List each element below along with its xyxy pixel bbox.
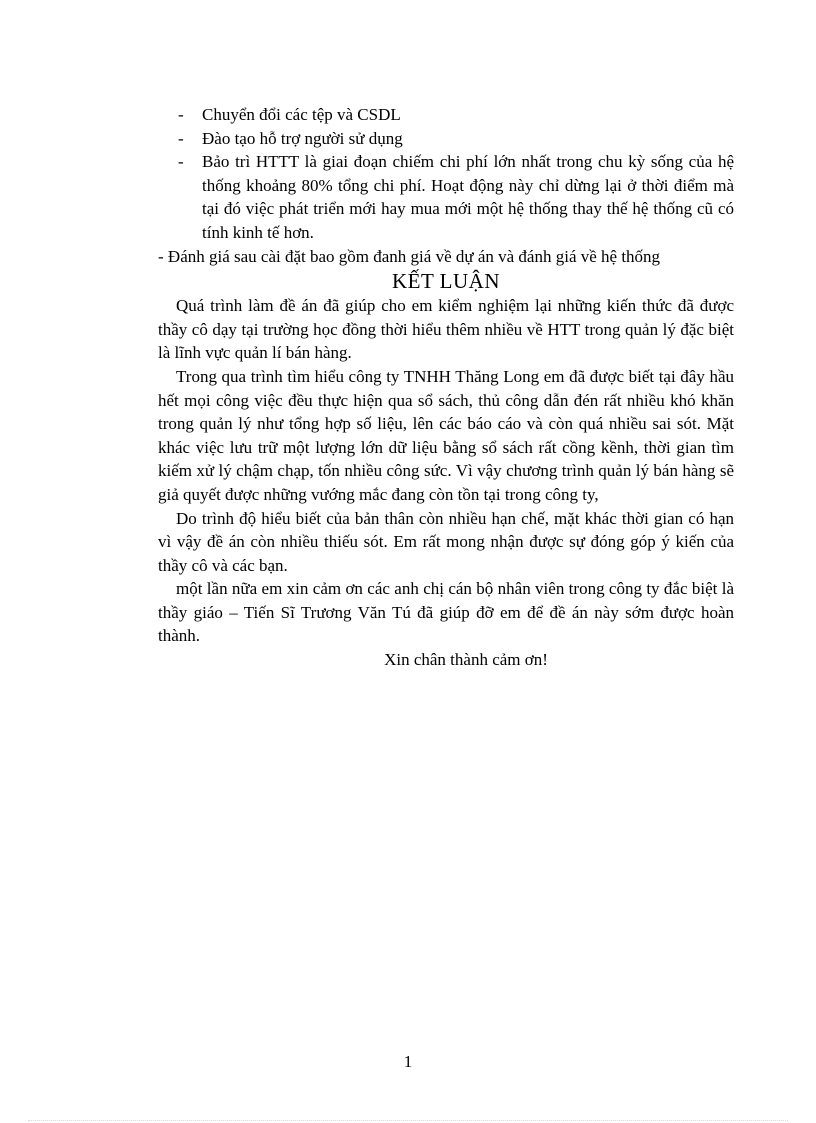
bullet-marker: - [178, 152, 184, 172]
page-number: 1 [403, 1052, 413, 1071]
bullet-marker: - [178, 105, 184, 124]
bullet-text: Bảo trì HTTT là giai đoạn chiếm chi phí lớn nhất trong chu kỳ sống của hệ thống khoảng 80% tổng chi phí. Hoạt động này chỉ dừng lại ở thời điểm mà tại đó việc phát triển mới hay mua mới một hệ thống thay thế hệ thống cũ có tính kinh tế hơn. [202, 152, 734, 242]
list-item [158, 127, 734, 151]
bullet-text: Đào tạo hỗ trợ người sử dụng [202, 128, 403, 148]
bullet-text: Chuyển đổi các tệp và CSDL [202, 105, 401, 124]
paragraph: Trong qua trình tìm hiểu công ty TNHH Thăng Long em đã được biết tại đây hầu hết mọi công việc đều thực hiện qua sổ sách, thủ công dẫn đén rất nhiều khó khăn trong quản lý như tổng hợp số liệu, lên các báo cáo và còn quá nhiều sai sót. Mặt khác việc lưu trữ một lượng lớn dữ liệu bằng sổ sách rất cồng kềnh, thời gian tìm kiếm xử lý chậm chạp, tốn nhiều công sức. Vì vậy chương trình quản lý bán hàng sẽ giả quyết được những vướng mắc đang còn tồn tại trong công ty, [158, 366, 734, 504]
paragraph: một lần nữa em xin cảm ơn các anh chị cán bộ nhân viên trong công ty đắc biệt là thầy giáo – Tiến Sĩ Trương Văn Tú đã giúp đỡ em để đề án này sớm được hoàn thành. [158, 579, 734, 646]
document-body [158, 103, 734, 672]
bullet-list [158, 103, 734, 245]
closing-line: Xin chân thành cảm ơn! [384, 650, 548, 670]
bullet-marker: - [178, 128, 184, 148]
paragraph: Quá trình làm đề án đã giúp cho em kiểm nghiệm lại những kiến thức đã được thầy cô dạy tại trường học đồng thời hiểu thêm nhiều về HTT trong quản lý đặc biệt là lĩnh vực quản lí bán hàng. [158, 296, 734, 363]
paragraph: Do trình độ hiểu biết của bản thân còn nhiều hạn chế, mặt khác thời gian có hạn vì vậy đề án còn nhiều thiếu sót. Em rất mong nhận được sự đóng góp ý kiến của thầy cô và các bạn. [158, 508, 734, 575]
section-heading: KẾT LUẬN [391, 269, 500, 294]
list-item [158, 150, 734, 244]
page-bottom-divider [28, 1120, 788, 1121]
list-item [158, 103, 734, 127]
evaluation-line: - Đánh giá sau cài đặt bao gồm đanh giá về dự án và đánh giá về hệ thống [158, 246, 661, 266]
